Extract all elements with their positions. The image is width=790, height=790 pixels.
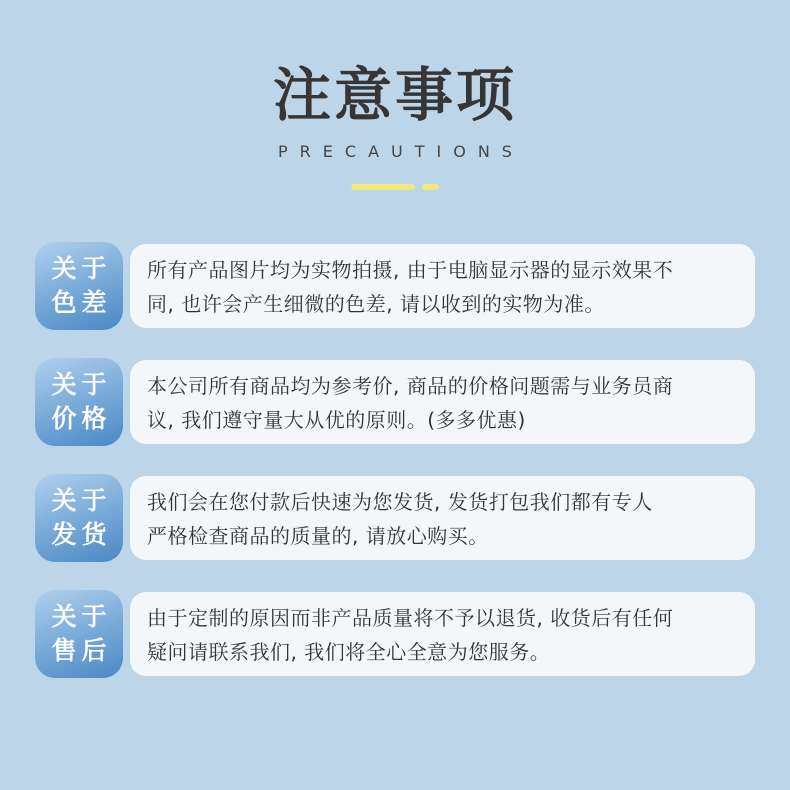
page-title: 注意事项 — [272, 61, 517, 129]
precaution-text-line: 本公司所有商品均为参考价, 商品的价格问题需与业务员商 — [147, 373, 674, 398]
page-subtitle: PRECAUTIONS — [278, 141, 524, 161]
precaution-text-line: 同, 也许会产生细微的色差, 请以收到的实物为准。 — [147, 291, 605, 316]
accent-underline — [0, 184, 790, 190]
precaution-list — [35, 242, 755, 678]
precaution-row-price — [35, 358, 755, 446]
precaution-card — [130, 360, 755, 444]
precaution-text-line: 所有产品图片均为实物拍摄, 由于电脑显示器的显示效果不 — [147, 257, 674, 282]
badge-label-line: 色差 — [51, 287, 112, 317]
badge-label-line: 关于 — [51, 253, 112, 283]
precaution-text-line: 疑问请联系我们, 我们将全心全意为您服务。 — [147, 639, 551, 664]
precaution-text-line: 我们会在您付款后快速为您发货, 发货打包我们都有专人 — [147, 489, 653, 514]
precaution-card — [130, 476, 755, 560]
precaution-card — [130, 244, 755, 328]
precaution-row-shipping — [35, 474, 755, 562]
precaution-text-line: 议, 我们遵守量大从优的原则。(多多优惠) — [147, 407, 526, 432]
category-badge — [35, 242, 123, 330]
precaution-text-line: 由于定制的原因而非产品质量将不予以退货, 收货后有任何 — [147, 605, 674, 630]
category-badge — [35, 358, 123, 446]
category-badge — [35, 474, 123, 562]
precaution-card — [130, 592, 755, 676]
badge-label-line: 关于 — [51, 369, 112, 399]
badge-label-line: 价格 — [51, 403, 112, 433]
badge-label-line: 发货 — [51, 519, 112, 549]
underline-bar-short — [422, 184, 439, 190]
category-badge — [35, 590, 123, 678]
precaution-row-after-sales — [35, 590, 755, 678]
badge-label-line: 关于 — [51, 485, 112, 515]
underline-bar-long — [351, 184, 415, 190]
precaution-text-line: 严格检查商品的质量的, 请放心购买。 — [147, 523, 489, 548]
badge-label-line: 关于 — [51, 601, 112, 631]
page-header — [0, 0, 790, 190]
badge-label-line: 售后 — [51, 635, 112, 665]
precaution-row-color-difference — [35, 242, 755, 330]
